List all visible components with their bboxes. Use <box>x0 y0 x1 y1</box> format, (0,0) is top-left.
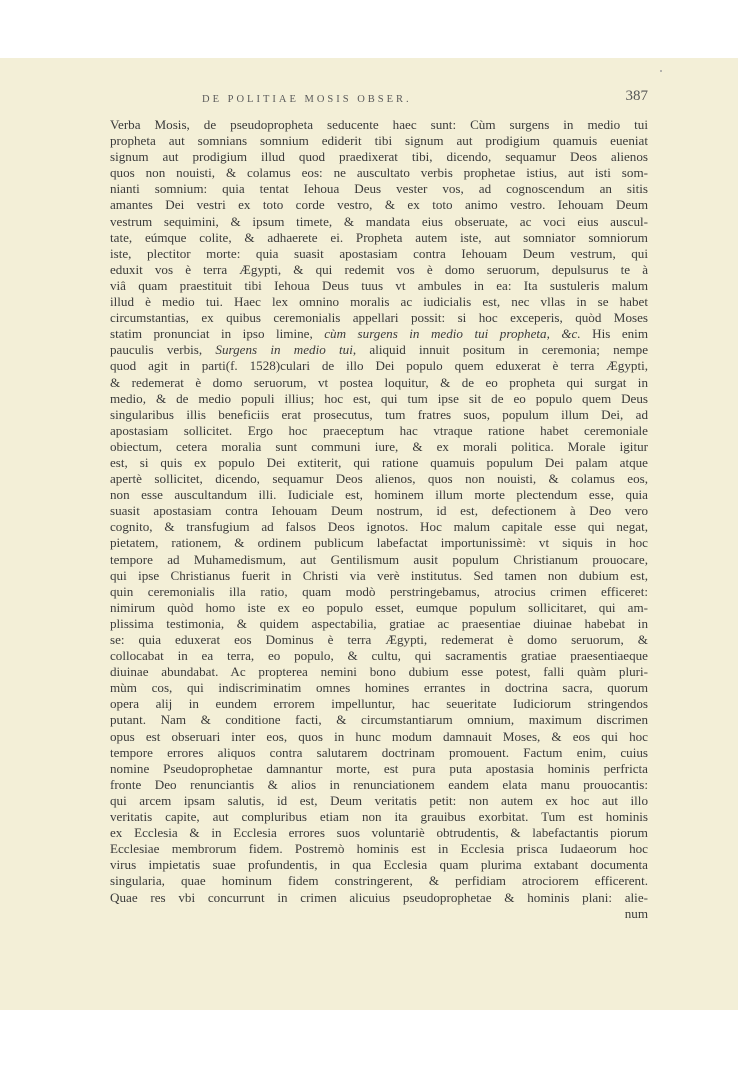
text-line: singularia, quae hominum fidem constringerent, & perfidiam atrociorem efficerent. <box>110 873 648 889</box>
text-line: est, si quis ex populo Dei extiterit, qui ratione quamuis populum Dei palam atque <box>110 454 648 470</box>
text-line: virus impietatis suae profundentis, in qua Ecclesia quam plurima extabant documenta <box>110 857 648 873</box>
italic-phrase: Surgens in medio tui <box>215 342 353 358</box>
text-line: suasit apostasiam contra Iehouam Deum nostrum, id est, defectionem à Deo vero <box>110 503 648 519</box>
text-line: opera alij in eundem errorem impelluntur, hac seueritate Iudiciorum stringendos <box>110 696 648 712</box>
text-line: iste, plectitor morte: quia suasit apostasiam contra Iehouam Deum vestrum, qui <box>110 245 648 261</box>
text-line: obiectum, cetera moralia sunt communi iure, & ex morali politica. Morale igitur <box>110 438 648 454</box>
text-line: pauculis verbis, Surgens in medio tui, aliquid innuit positum in ceremonia; nempe <box>110 342 648 358</box>
text-line: signum aut prodigium illud quod praedixerat tibi, dicendo, sequamur Deos alienos <box>110 149 648 165</box>
text-line: illud è medio tui. Haec lex omnino moralis ac iudicialis est, nec vllas in se habet <box>110 294 648 310</box>
text-line: nimirum quòd homo iste ex eo populo esset, eumque populum sollicitaret, qui am- <box>110 599 648 615</box>
text-line: num <box>624 905 648 921</box>
text-line: vestrum sequimini, & ipsum timete, & mandata eius obseruate, ac voci eius auscul- <box>110 213 648 229</box>
text-line: non esse auscultandum illi. Iudiciale est, hominem illum morte plectendum esse, quia <box>110 487 648 503</box>
text-line: circumstantias, ex quibus ceremonialis appellari possit: si hoc exceperis, quòd Moses <box>110 310 648 326</box>
page-number: 387 <box>625 88 648 104</box>
text-line: tempore errores aliquos contra salutarem doctrinam promouent. Factum enim, cuius <box>110 744 648 760</box>
text-line: apostasiam sollicitet. Ergo hoc praeceptum hac vtraque ratione habet ceremoniale <box>110 422 648 438</box>
text-line: apertè sollicitet, dicendo, sequamur Deos alienos, quos non nouisti, & colamus eos, <box>110 471 648 487</box>
body-text <box>110 117 648 922</box>
text-line: cognito, & transfugium ad falsos Deos ignotos. Hoc malum capitale esse qui negat, <box>110 519 648 535</box>
text-line: Ecclesiae membrorum fidem. Postremò hominis est in Ecclesia prisca Iudaeorum hoc <box>110 841 648 857</box>
text-line: nianti somnium: quia tentat Iehoua Deus vester vos, ad cognoscendum an sitis <box>110 181 648 197</box>
running-title: DE POLITIAE MOSIS OBSER. <box>202 94 412 105</box>
text-line: nomine Pseudoprophetae damnantur morte, est pura puta apostasia hominis perfricta <box>110 760 648 776</box>
text-line: tempore ad Muhamedismum, aut Gentilismum ausit populum Christianum prouocare, <box>110 551 648 567</box>
text-line: medio, & de medio populi illius; hoc est, qui tum ipse sit de eo populo quem Deus <box>110 390 648 406</box>
text-line: se: quia eduxerat eos Dominus è terra Ægypti, redemerat è domo seruorum, & <box>110 632 648 647</box>
text-line: singularibus illis beneficiis erat prosecutus, tum fratres suos, populum illum Dei, ad <box>110 406 648 422</box>
text-line: qui ipse Christianus fuerit in Christi via verè institutus. Sed tamen non dubium est, <box>110 567 648 583</box>
paper-speck <box>660 70 662 72</box>
text-line: quod agit in parti(f. 1528)culari de illo Dei populo quem eduxerat è terra Ægypti, <box>110 358 648 374</box>
text-line: propheta aut somnians somnium ediderit tibi signum aut prodigium quamuis eueniat <box>110 133 648 149</box>
text-line: quos non nouisti, & colamus eos: ne auscultato verbis prophetae istius, aut isti som- <box>110 165 648 181</box>
text-line: plissima testimonia, & quidem aspectabilia, gratiae ac praesentiae diuinae habebat in <box>110 615 648 631</box>
text-line: veritatis capite, aut compluribus etiam non ita grauibus exorbitat. Tum est hominis <box>110 809 648 825</box>
text-line: ex Ecclesia & in Ecclesia errores suos voluntariè obtrudentis, & labefactantis piorum <box>110 825 648 841</box>
text-line: opus est obseruari inter eos, quos in hunc modum damnauit Moses, & eos qui hoc <box>110 728 648 744</box>
text-line: Verba Mosis, de pseudopropheta seducente haec sunt: Cùm surgens in medio tui <box>110 117 648 132</box>
text-line: pietatem, rationem, & ordinem publicum labefactat importunissimè: vt siquis in hoc <box>110 535 648 551</box>
text-line: & redemerat è domo seruorum, vt postea loquitur, & de eo propheta qui surgat in <box>110 374 648 390</box>
page-header <box>110 88 648 112</box>
text-line: mùm cos, qui indiscriminatim omnes homines errantes in doctrina sacra, quorum <box>110 680 648 696</box>
text-line: putant. Nam & conditione facti, & circumstantiarum omnium, maximum discrimen <box>110 712 648 728</box>
text-line: Quae res vbi concurrunt in crimen alicuius pseudoprophetae & hominis plani: alie- <box>110 889 648 905</box>
text-line: tate, eúmque colite, & adhaerete ei. Propheta autem iste, aut somniator somniorum <box>110 229 648 245</box>
text-line: viâ quam praestituit tibi Iehoua Deus tuus vt ambules in ea: Ita sustuleris malum <box>110 277 648 293</box>
italic-phrase: cùm surgens in medio tui propheta, &c. <box>324 326 581 342</box>
text-line: quin ceremonialis illa ratio, quam modò perstringebamus, atrocius crimen efficeret: <box>110 583 648 599</box>
text-line: eduxit vos è terra Ægypti, & qui redemit vos è domo seruorum, depulsurus te à <box>110 261 648 277</box>
text-line: statim pronunciat in ipso limine, cùm surgens in medio tui propheta, &c. His enim <box>110 326 649 342</box>
text-line: fronte Deo renunciantis & alios in renunciationem eandem elata manu prouocantis: <box>110 776 648 792</box>
text-line: amantes Dei vestri ex toto corde vestro, & ex toto animo vestro. Iehouam Deum <box>110 197 648 213</box>
text-line: diuinae abundabat. Ac propterea nemini bono dubium esse potest, falli quàm pluri- <box>110 664 648 680</box>
text-line: collocabat in ea terra, eo populo, & cultu, qui sacramentis gratiae praesentiaeque <box>110 648 648 664</box>
text-line: qui arcem ipsam salutis, id est, Deum veritatis petit: non autem ex hoc aut illo <box>110 792 648 808</box>
